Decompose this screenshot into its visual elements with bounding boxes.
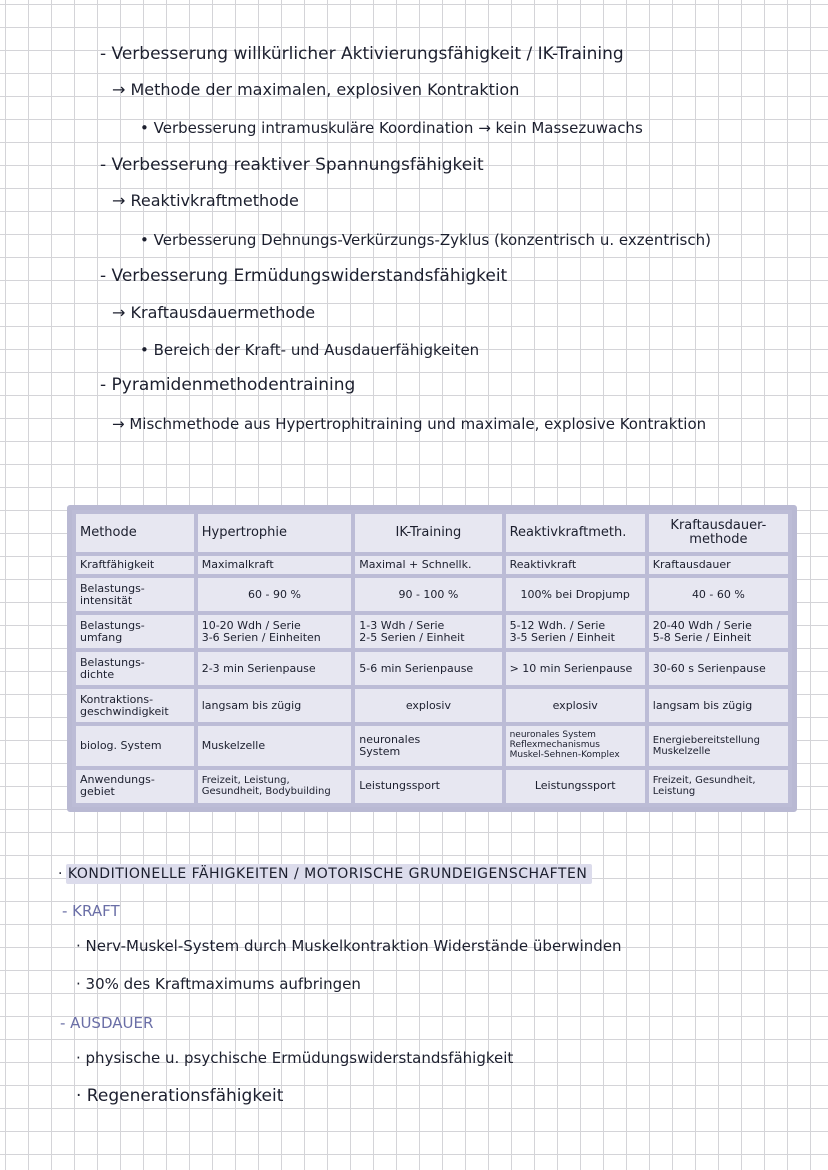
table-row	[74, 554, 790, 576]
note-line-9: • Bereich der Kraft- und Ausdauerfähigkeiten	[140, 341, 480, 359]
table-cell: Freizeit, Leistung, Gesundheit, Bodybuilding	[196, 768, 354, 805]
table-cell: 30-60 s Serienpause	[647, 650, 790, 687]
ausdauer-item-2: · Regenerationsfähigkeit	[76, 1086, 284, 1106]
table-cell: 1-3 Wdh / Serie 2-5 Serien / Einheit	[353, 613, 503, 650]
kraft-item-2: · 30% des Kraftmaximums aufbringen	[76, 975, 361, 993]
section-title: · KONDITIONELLE FÄHIGKEITEN / MOTORISCHE GRUNDEIGENSCHAFTEN	[58, 866, 588, 882]
table-cell: biolog. System	[74, 724, 196, 768]
table-cell: Leistungssport	[353, 768, 503, 805]
note-line-11: → Mischmethode aus Hypertrophitraining und maximale, explosive Kontraktion	[112, 415, 707, 433]
table-row	[74, 724, 790, 768]
table-cell: Belastungs- intensität	[74, 576, 196, 613]
table-cell: Freizeit, Gesundheit, Leistung	[647, 768, 790, 805]
table-header-row	[74, 512, 790, 554]
table-cell: neuronales System	[353, 724, 503, 768]
table-cell: Anwendungs- gebiet	[74, 768, 196, 805]
table-cell: Kontraktions- geschwindigkeit	[74, 687, 196, 724]
table-cell: Belastungs- dichte	[74, 650, 196, 687]
table-cell: 10-20 Wdh / Serie 3-6 Serien / Einheiten	[196, 613, 354, 650]
table-cell: Energiebereitstellung Muskelzelle	[647, 724, 790, 768]
table-row	[74, 576, 790, 613]
note-line-8: → Kraftausdauermethode	[112, 303, 316, 322]
table-header-cell: Hypertrophie	[196, 512, 354, 554]
table-cell: > 10 min Serienpause	[504, 650, 647, 687]
table-cell: 20-40 Wdh / Serie 5-8 Serie / Einheit	[647, 613, 790, 650]
table-row	[74, 613, 790, 650]
table-cell: explosiv	[353, 687, 503, 724]
note-line-3: • Verbesserung intramuskuläre Koordination → kein Massezuwachs	[140, 119, 643, 137]
table-cell: Kraftfähigkeit	[74, 554, 196, 576]
note-line-2: → Methode der maximalen, explosiven Kontraktion	[112, 80, 520, 99]
table-cell: 2-3 min Serienpause	[196, 650, 354, 687]
methods-table	[67, 505, 797, 812]
note-line-4: - Verbesserung reaktiver Spannungsfähigkeit	[100, 155, 484, 175]
table-header-cell: Kraftausdauer- methode	[647, 512, 790, 554]
table-cell: neuronales System Reflexmechanismus Muskel-Sehnen-Komplex	[504, 724, 647, 768]
table-cell: langsam bis zügig	[647, 687, 790, 724]
table-cell: Belastungs- umfang	[74, 613, 196, 650]
table-row	[74, 768, 790, 805]
table-cell: Reaktivkraft	[504, 554, 647, 576]
subheading-kraft: - KRAFT	[62, 902, 120, 920]
table-cell: 5-6 min Serienpause	[353, 650, 503, 687]
table-cell: 90 - 100 %	[353, 576, 503, 613]
table-row	[74, 650, 790, 687]
table-header-cell: Reaktivkraftmeth.	[504, 512, 647, 554]
table-cell: 40 - 60 %	[647, 576, 790, 613]
note-line-10: - Pyramidenmethodentraining	[100, 375, 356, 395]
table-cell: Leistungssport	[504, 768, 647, 805]
note-line-5: → Reaktivkraftmethode	[112, 191, 299, 210]
ausdauer-item-1: · physische u. psychische Ermüdungswiderstandsfähigkeit	[76, 1049, 514, 1067]
table-header-cell: IK-Training	[353, 512, 503, 554]
table-cell: Maximal + Schnellk.	[353, 554, 503, 576]
table-cell: 60 - 90 %	[196, 576, 354, 613]
table-cell: explosiv	[504, 687, 647, 724]
note-line-1: - Verbesserung willkürlicher Aktivierungsfähigkeit / IK-Training	[100, 44, 624, 64]
table-row	[74, 687, 790, 724]
table-cell: Maximalkraft	[196, 554, 354, 576]
kraft-item-1: · Nerv-Muskel-System durch Muskelkontraktion Widerstände überwinden	[76, 937, 622, 955]
table-cell: Muskelzelle	[196, 724, 354, 768]
table-cell: 5-12 Wdh. / Serie 3-5 Serien / Einheit	[504, 613, 647, 650]
subheading-ausdauer: - AUSDAUER	[60, 1014, 154, 1032]
table-header-cell: Methode	[74, 512, 196, 554]
table-cell: 100% bei Dropjump	[504, 576, 647, 613]
note-line-7: - Verbesserung Ermüdungswiderstandsfähigkeit	[100, 266, 508, 286]
table-cell: langsam bis zügig	[196, 687, 354, 724]
note-line-6: • Verbesserung Dehnungs-Verkürzungs-Zyklus (konzentrisch u. exzentrisch)	[140, 231, 711, 249]
table-cell: Kraftausdauer	[647, 554, 790, 576]
